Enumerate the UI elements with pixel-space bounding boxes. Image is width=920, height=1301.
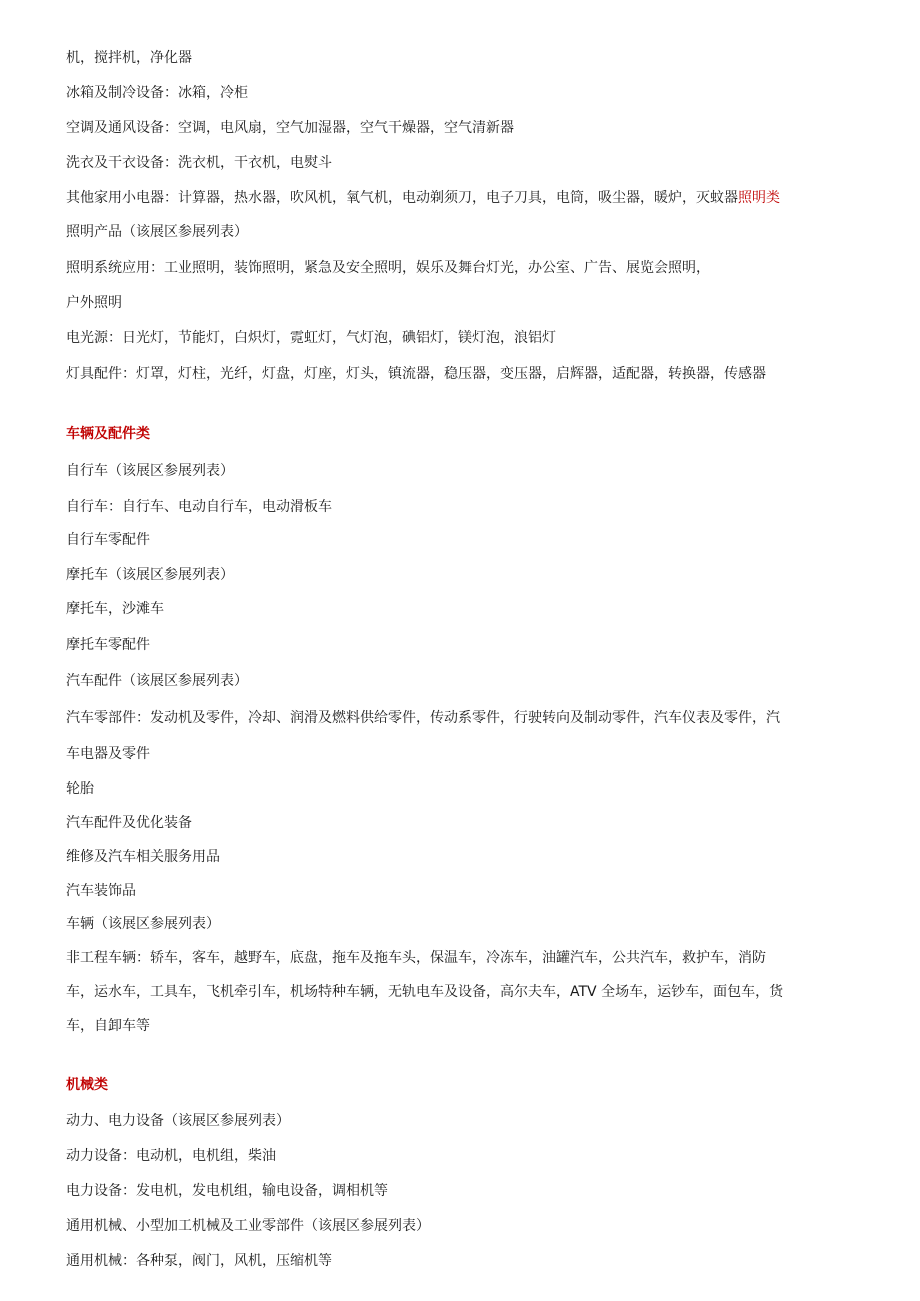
text-line: 摩托车零配件	[66, 637, 150, 653]
text-line: 汽车零部件：发动机及零件，冷却、润滑及燃料供给零件，传动系零件，行驶转向及制动零件，汽车仪表及零件，汽	[66, 710, 780, 726]
text-line: 汽车装饰品	[66, 883, 136, 899]
text-line: 照明系统应用：工业照明，装饰照明，紧急及安全照明，娱乐及舞台灯光，办公室、广告、展览会照明，	[66, 260, 710, 276]
text-line: 轮胎	[66, 781, 94, 797]
text-line: 摩托车（该展区参展列表）	[66, 567, 234, 583]
text-line: 动力、电力设备（该展区参展列表）	[66, 1113, 290, 1129]
text-line: 非工程车辆：轿车，客车，越野车，底盘，拖车及拖车头，保温车，冷冻车，油罐汽车，公共汽车，救护车，消防	[66, 950, 766, 966]
text-line: 车，自卸车等	[66, 1018, 150, 1034]
text-line: 机，搅拌机，净化器	[66, 50, 192, 66]
text-line: 洗衣及干衣设备：洗衣机，干衣机，电熨斗	[66, 155, 332, 171]
text-line: 车辆（该展区参展列表）	[66, 916, 220, 932]
lighting-category-label: 照明类	[738, 190, 780, 206]
text-line: 自行车零配件	[66, 532, 150, 548]
text-line: 自行车：自行车、电动自行车，电动滑板车	[66, 499, 332, 515]
text-line-body: 其他家用小电器：计算器，热水器，吹风机，氧气机，电动剃须刀，电子刀具，电筒，吸尘器，暖炉，灭蚊器	[66, 190, 738, 206]
text-line: 冰箱及制冷设备：冰箱，冷柜	[66, 85, 248, 101]
text-line: 户外照明	[66, 295, 122, 311]
text-line: 车，运水车，工具车，飞机牵引车，机场特种车辆，无轨电车及设备，高尔夫车，ATV 全场车，运钞车，面包车，货	[66, 984, 784, 1000]
text-line: 维修及汽车相关服务用品	[66, 849, 220, 865]
text-line: 灯具配件：灯罩，灯柱，光纤，灯盘，灯座，灯头，镇流器，稳压器，变压器，启辉器，适配器，转换器，传感器	[66, 366, 766, 382]
text-line: 车电器及零件	[66, 746, 150, 762]
section-heading-machinery: 机械类	[66, 1077, 108, 1093]
text-line: 摩托车，沙滩车	[66, 601, 164, 617]
text-line	[66, 188, 780, 208]
text-line: 汽车配件及优化装备	[66, 815, 192, 831]
text-line: 自行车（该展区参展列表）	[66, 463, 234, 479]
text-line: 空调及通风设备：空调，电风扇，空气加湿器，空气干燥器，空气清新器	[66, 120, 514, 136]
text-line: 汽车配件（该展区参展列表）	[66, 673, 248, 689]
text-line: 电力设备：发电机，发电机组，输电设备，调相机等	[66, 1183, 388, 1199]
text-line: 通用机械：各种泵，阀门，风机，压缩机等	[66, 1253, 332, 1269]
text-line: 电光源：日光灯，节能灯，白炽灯，霓虹灯，气灯泡，碘铝灯，镁灯泡，浪铝灯	[66, 330, 556, 346]
text-line: 通用机械、小型加工机械及工业零部件（该展区参展列表）	[66, 1218, 430, 1234]
section-heading-vehicles: 车辆及配件类	[66, 426, 150, 442]
text-line: 动力设备：电动机，电机组，柴油	[66, 1148, 276, 1164]
text-line: 照明产品（该展区参展列表）	[66, 224, 248, 240]
